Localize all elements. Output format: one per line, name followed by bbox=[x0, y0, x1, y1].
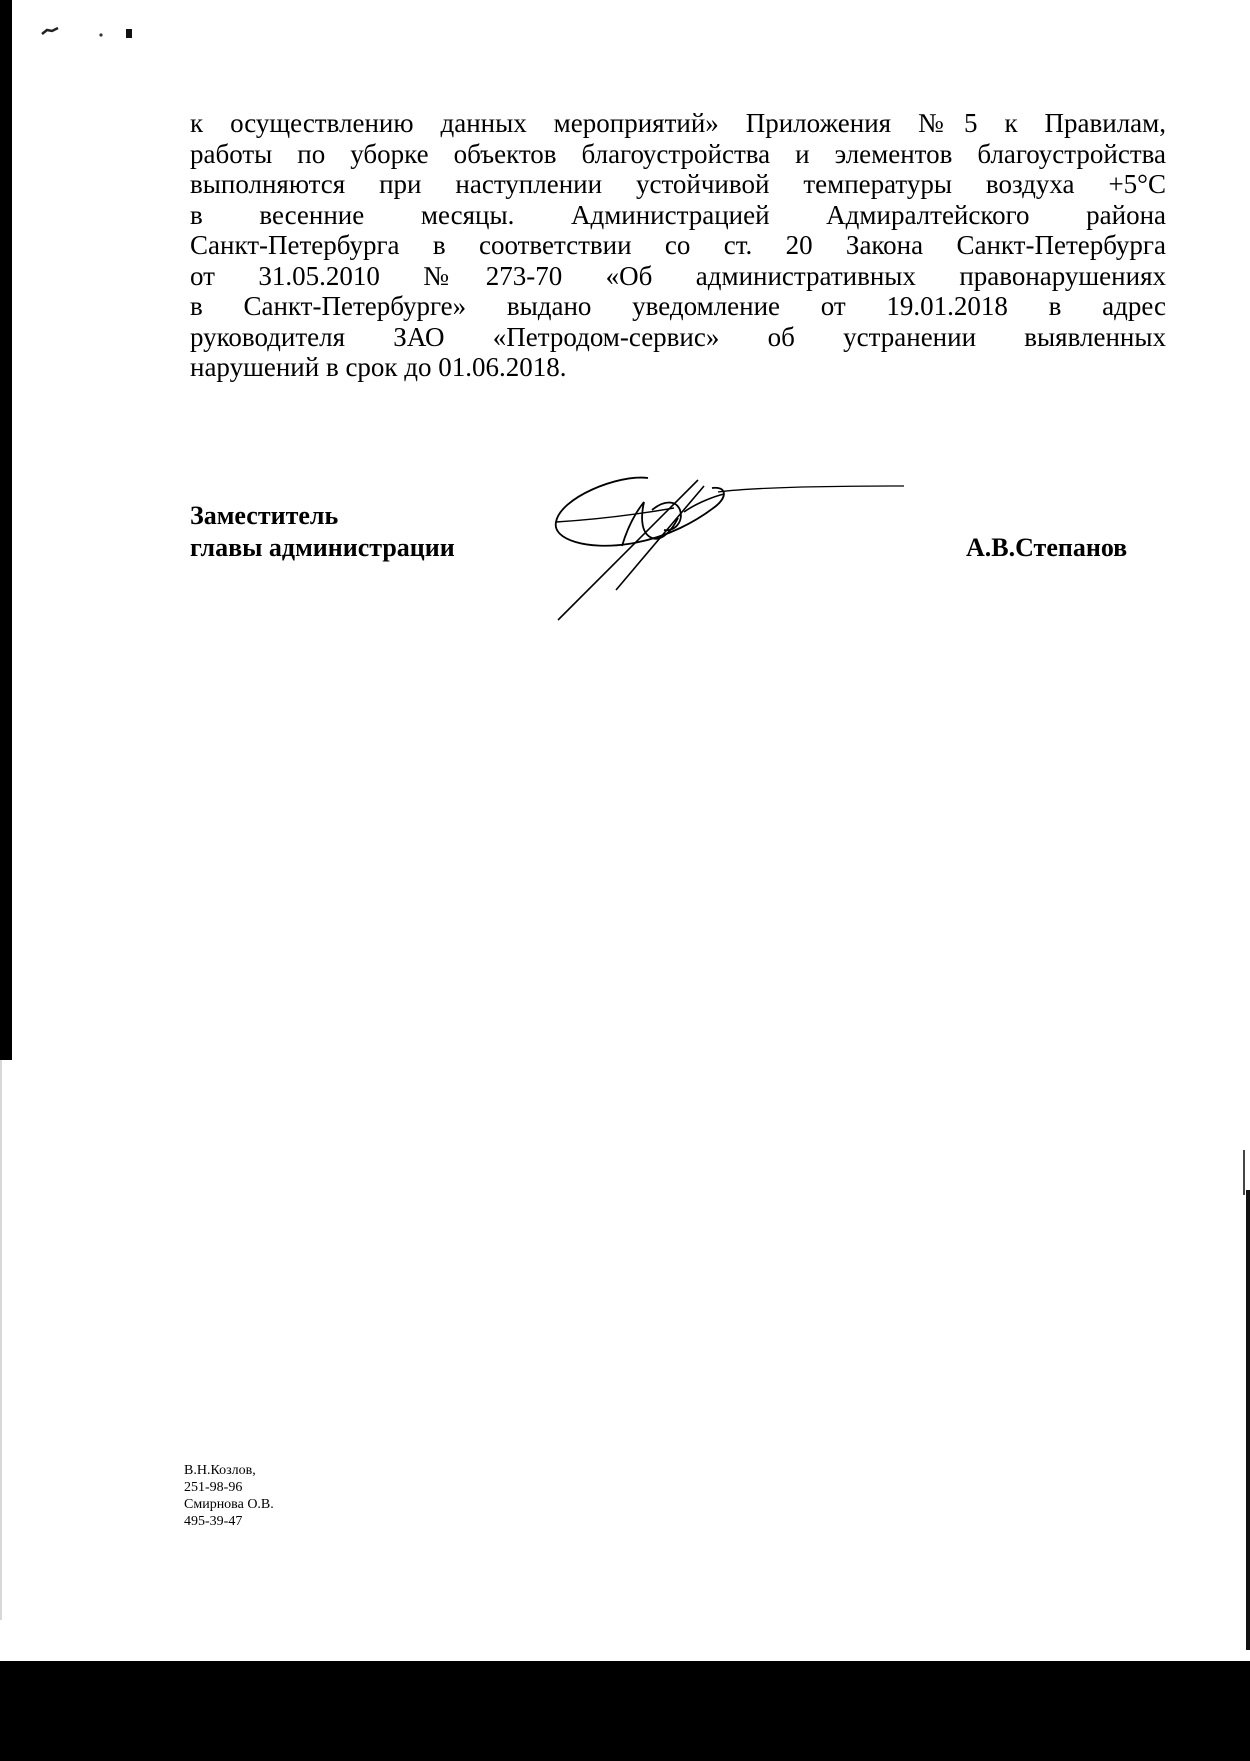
scan-bottom-band bbox=[0, 1661, 1250, 1761]
contact-line: В.Н.Козлов, bbox=[184, 1463, 256, 1478]
body-line: в весенние месяцы. Администрацией Адмиралтейского района bbox=[190, 199, 1166, 230]
body-line: выполняются при наступлении устойчивой температуры воздуха +5°С bbox=[190, 169, 1166, 199]
scan-left-edge-faint bbox=[0, 1060, 2, 1620]
contact-line: Смирнова О.В. bbox=[184, 1497, 274, 1512]
body-line: руководителя ЗАО «Петродом-сервис» об устранении выявленных bbox=[190, 321, 1166, 352]
body-line: к осуществлению данных мероприятий» Приложения №5 к Правилам, bbox=[190, 108, 1166, 138]
body-line: работы по уборке объектов благоустройства и элементов благоустройства bbox=[190, 138, 1166, 169]
signatory-name: А.В.Степанов bbox=[966, 533, 1128, 562]
body-line: в Санкт-Петербурге» выдано уведомление от 19.01.2018 в адрес bbox=[190, 291, 1166, 321]
handwritten-signature bbox=[548, 460, 910, 625]
signatory-title-line2: главы администрации bbox=[190, 533, 455, 562]
scan-left-edge bbox=[0, 0, 12, 1060]
scan-right-edge bbox=[1246, 1190, 1250, 1650]
contact-line: 495-39-47 bbox=[184, 1514, 243, 1529]
letter-body bbox=[190, 108, 1166, 383]
contacts-block bbox=[184, 1462, 274, 1530]
body-line: нарушений в срок до 01.06.2018. bbox=[190, 352, 567, 382]
scan-right-mark bbox=[1243, 1150, 1245, 1195]
signatory-title-line1: Заместитель bbox=[190, 501, 339, 530]
contact-line: 251-98-96 bbox=[184, 1480, 243, 1495]
signatory-title bbox=[190, 500, 455, 564]
body-line: Санкт-Петербурга в соответствии со ст. 20 Закона Санкт-Петербурга bbox=[190, 230, 1166, 260]
scan-specks bbox=[38, 22, 148, 46]
body-line: от 31.05.2010 №273-70 «Об административных правонарушениях bbox=[190, 260, 1166, 291]
